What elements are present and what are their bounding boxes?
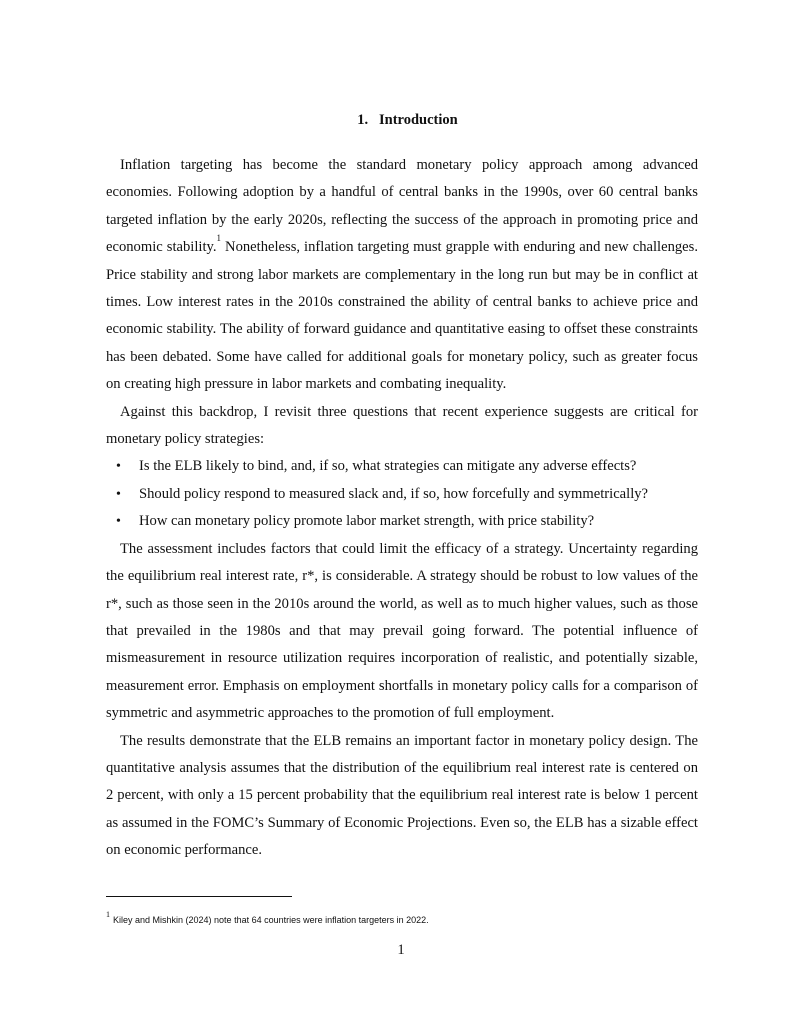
list-item <box>106 453 698 480</box>
list-item-text: Should policy respond to measured slack and, if so, how forcefully and symmetrically? <box>139 485 649 502</box>
footnote-marker: 1 <box>106 910 110 919</box>
paragraph-1-text-a: Inflation targeting has become the standard monetary policy approach among advanced economies. Following adoption by a handful of central banks in the 1990s, over 60 central banks targeted inflation by the early 2020s, reflecting the success of the approach in promoting price and economic stability. <box>106 157 698 256</box>
list-item-text: Is the ELB likely to bind, and, if so, what strategies can mitigate any adverse effects? <box>139 458 637 475</box>
bullet-icon: • <box>116 486 121 502</box>
question-list <box>106 453 698 535</box>
section-number: 1. <box>357 112 369 128</box>
footnote-text: Kiley and Mishkin (2024) note that 64 countries were inflation targeters in 2022. <box>113 915 429 925</box>
list-item <box>106 481 698 508</box>
page-number: 1 <box>397 942 405 958</box>
paragraph-2: Against this backdrop, I revisit three questions that recent experience suggests are critical for monetary policy strategies: <box>106 403 698 448</box>
list-item-text: How can monetary policy promote labor market strength, with price stability? <box>139 513 595 530</box>
bullet-icon: • <box>116 514 121 530</box>
list-item <box>106 508 698 535</box>
section-heading <box>0 110 791 130</box>
paragraph-4: The results demonstrate that the ELB remains an important factor in monetary policy design. The quantitative analysis assumes that the distribution of the equilibrium real interest rate is centered on 2 percent, with only a 15 percent probability that the equilibrium real interest rate is below 1 percent as assumed in the FOMC’s Summary of Economic Projections. Even so, the ELB has a sizable effect on economic performance. <box>106 732 698 859</box>
paragraph-1 <box>106 152 698 399</box>
paragraph-3: The assessment includes factors that could limit the efficacy of a strategy. Uncertainty regarding the equilibrium real interest rate, r*, is considerable. A strategy should be robust to low values of the r*, such as those seen in the 2010s around the world, as well as to much higher values, such as those that prevailed in the 1980s and that may prevail going forward. The potential influence of mismeasurement in resource utilization requires incorporation of realistic, and potentially sizable, measurement error. Emphasis on employment shortfalls in monetary policy calls for a comparison of symmetric and asymmetric approaches to the promotion of full employment. <box>106 540 698 722</box>
footnote <box>106 910 706 926</box>
body-text <box>106 152 698 865</box>
bullet-icon: • <box>116 459 121 475</box>
footnote-divider <box>106 896 292 897</box>
paragraph-1-text-b: Nonetheless, inflation targeting must grapple with enduring and new challenges. Price stability and strong labor markets are complementary in the long run but may be in conflict at times. Low interest rates in the 2010s constrained the ability of central banks to achieve price and economic stability. The ability of forward guidance and quantitative easing to offset these constraints has been debated. Some have called for additional goals for monetary policy, such as greater focus on creating high pressure in labor markets and combating inequality. <box>106 239 698 393</box>
footnote-reference[interactable]: 1 <box>216 233 221 244</box>
section-title: Introduction <box>379 112 458 128</box>
